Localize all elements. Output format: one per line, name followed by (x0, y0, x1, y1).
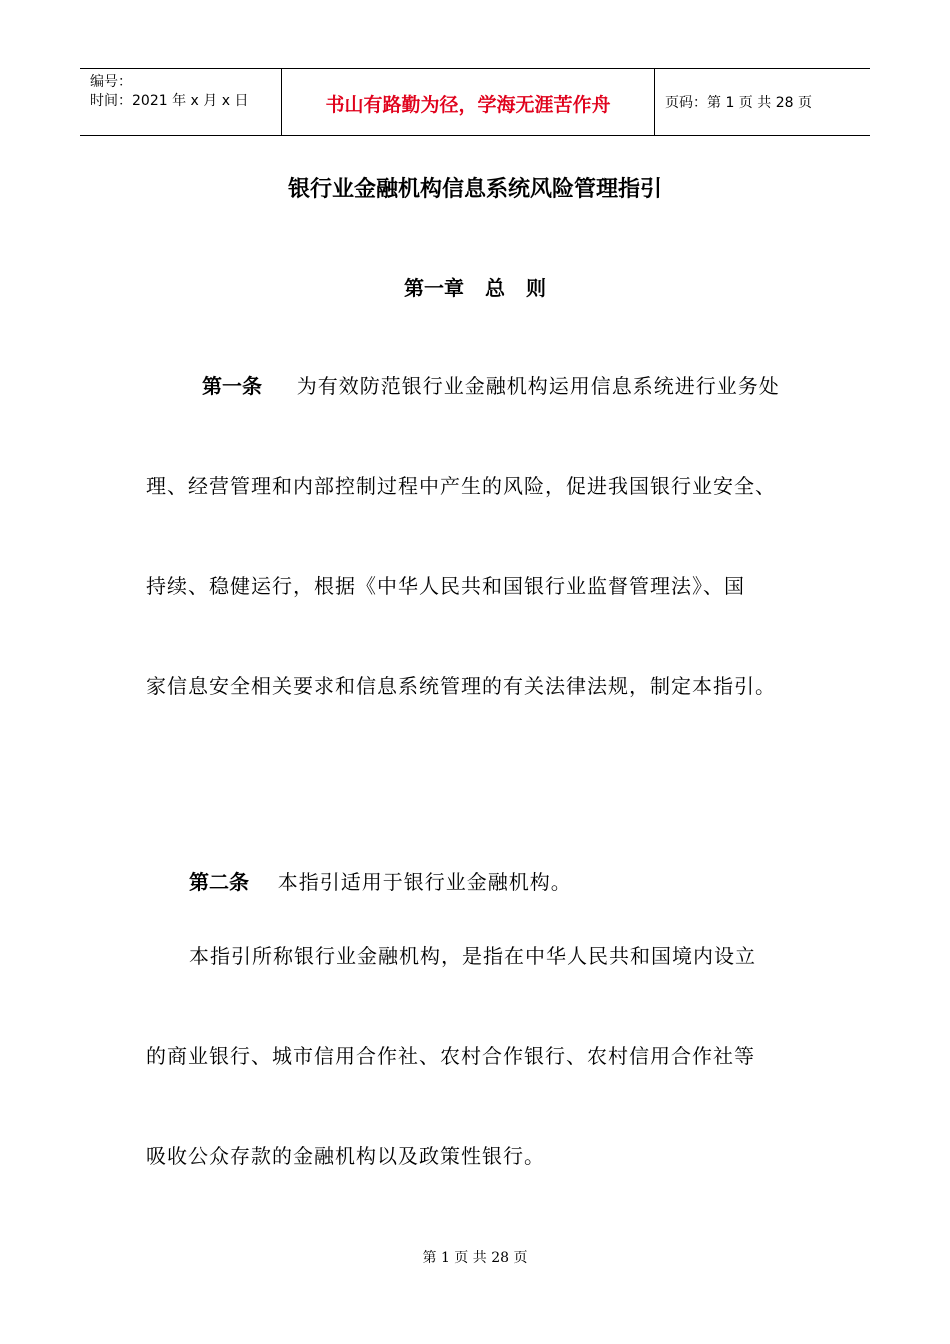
chapter-title: 第一章 总 则 (404, 276, 546, 300)
header-page-cell (655, 69, 870, 135)
article1-line2: 理、经营管理和内部控制过程中产生的风险，促进我国银行业安全、 (146, 474, 776, 498)
header-meta-cell (80, 69, 282, 135)
page-info: 页码：第 1 页 共 28 页 (665, 95, 812, 111)
article2-text-1: 本指引适用于银行业金融机构。 (277, 870, 572, 894)
article1-line3: 持续、稳健运行，根据《中华人民共和国银行业监督管理法》、国 (146, 574, 745, 598)
date-label: 时间：2021 年 x 月 x 日 (90, 93, 249, 109)
article1-text-1: 为有效防范银行业金融机构运用信息系统进行业务处 (296, 374, 780, 398)
article2-para2-line3: 吸收公众存款的金融机构以及政策性银行。 (146, 1144, 545, 1168)
article1-label: 第一条 (202, 374, 262, 398)
header-motto-cell (282, 69, 655, 135)
document-header (80, 68, 870, 136)
article2-para2-line1: 本指引所称银行业金融机构，是指在中华人民共和国境内设立 (189, 944, 756, 968)
document-title: 银行业金融机构信息系统风险管理指引 (287, 177, 662, 202)
article1-line1 (202, 370, 780, 399)
article2-para2-line2: 的商业银行、城市信用合作社、农村合作银行、农村信用合作社等 (146, 1044, 755, 1068)
number-label: 编号： (90, 74, 132, 90)
article1-line4: 家信息安全相关要求和信息系统管理的有关法律法规，制定本指引。 (146, 674, 776, 698)
page-footer: 第 1 页 共 28 页 (422, 1250, 528, 1266)
article2-line1 (189, 866, 572, 895)
motto-text: 书山有路勤为径，学海无涯苦作舟 (325, 93, 611, 116)
article2-label: 第二条 (189, 870, 249, 894)
